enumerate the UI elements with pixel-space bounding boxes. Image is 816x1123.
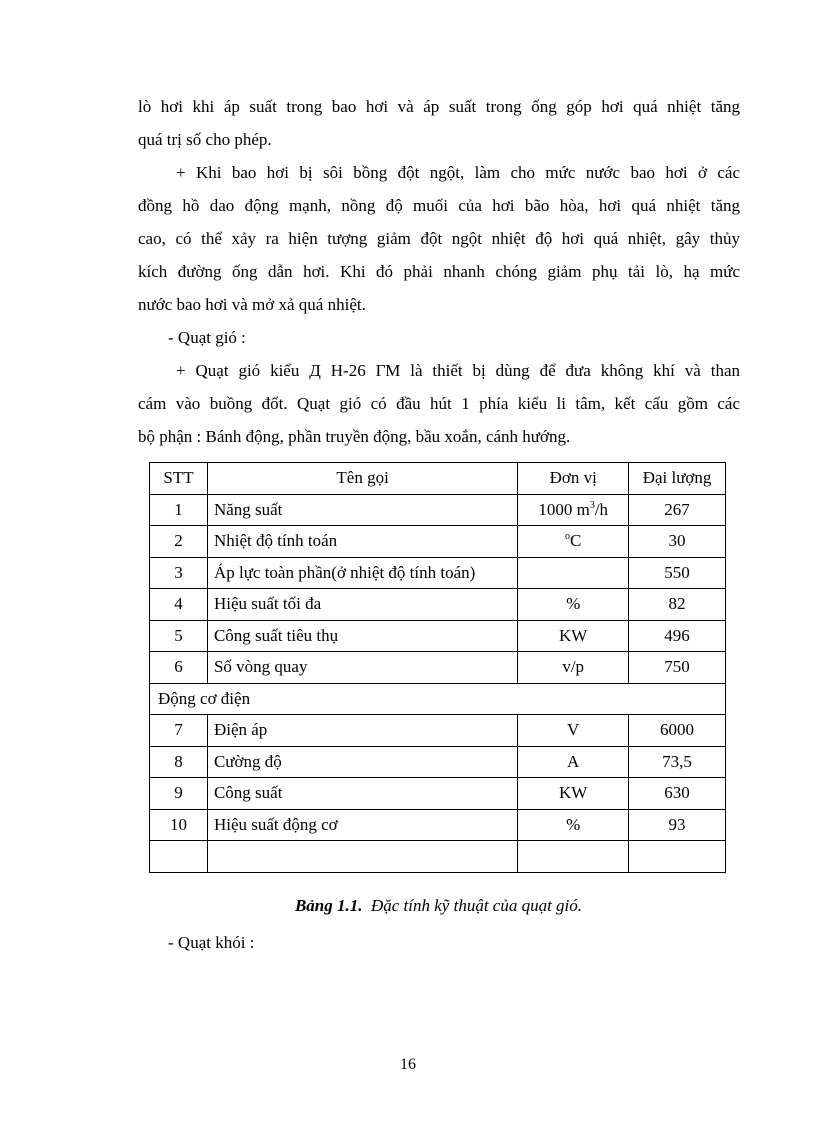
cell-value: 93 [629, 809, 726, 841]
cell-unit: A [518, 746, 629, 778]
paragraph-line: cám vào buồng đốt. Quạt gió có đầu hút 1 phía kiểu li tâm, kết cấu gồm các [138, 394, 740, 413]
cell-value: 267 [629, 494, 726, 526]
table-row [150, 526, 726, 558]
cell-stt: 10 [150, 809, 208, 841]
cell-value: 82 [629, 589, 726, 621]
cell-name: Công suất tiêu thụ [207, 620, 517, 652]
cell-empty [150, 841, 208, 873]
table-row [150, 746, 726, 778]
cell-stt: 9 [150, 778, 208, 810]
cell-stt: 7 [150, 715, 208, 747]
cell-stt: 4 [150, 589, 208, 621]
cell-name: Nhiệt độ tính toán [207, 526, 517, 558]
section-label: Động cơ điện [150, 683, 726, 715]
cell-value: 73,5 [629, 746, 726, 778]
table-caption [150, 896, 727, 916]
paragraph-line: lò hơi khi áp suất trong bao hơi và áp suất trong ống góp hơi quá nhiệt tăng [138, 97, 740, 116]
paragraph-line: + Quạt gió kiểu Д H-26 ГМ là thiết bị dùng để đưa không khí và than [176, 361, 740, 380]
table-row [150, 620, 726, 652]
cell-empty [629, 841, 726, 873]
unit-tail: C [570, 531, 582, 551]
cell-stt: 1 [150, 494, 208, 526]
cell-unit [518, 526, 629, 558]
table-section-row [150, 683, 726, 715]
cell-value: 30 [629, 526, 726, 558]
cell-unit: KW [518, 778, 629, 810]
cell-name: Hiệu suất động cơ [207, 809, 517, 841]
cell-value: 750 [629, 652, 726, 684]
cell-stt: 3 [150, 557, 208, 589]
unit-tail: /h [594, 499, 609, 519]
cell-name: Công suất [207, 778, 517, 810]
caption-text: Đặc tính kỹ thuật của quạt gió. [370, 896, 583, 915]
paragraph-line: kích đường ống dẫn hơi. Khi đó phải nhanh chóng giảm phụ tải lò, hạ mức [138, 262, 740, 281]
unit-base: 1000 m [538, 499, 590, 519]
cell-stt: 2 [150, 526, 208, 558]
unit-superscript: o [565, 531, 571, 543]
cell-empty [518, 841, 629, 873]
cell-name: Năng suất [207, 494, 517, 526]
table-row [150, 809, 726, 841]
header-stt: STT [150, 463, 208, 495]
cell-stt: 5 [150, 620, 208, 652]
cell-unit: v/p [518, 652, 629, 684]
paragraph-line: + Khi bao hơi bị sôi bồng đột ngột, làm cho mức nước bao hơi ở các [176, 163, 740, 182]
paragraph-line: nước bao hơi và mở xả quá nhiệt. [138, 295, 366, 314]
cell-value: 6000 [629, 715, 726, 747]
cell-unit: % [518, 809, 629, 841]
table-row [150, 557, 726, 589]
section-heading: - Quạt gió : [168, 328, 246, 347]
cell-unit [518, 557, 629, 589]
cell-name: Hiệu suất tối đa [207, 589, 517, 621]
cell-value: 630 [629, 778, 726, 810]
page-number: 16 [400, 1056, 416, 1073]
cell-name: Số vòng quay [207, 652, 517, 684]
table-row [150, 589, 726, 621]
paragraph-line: quá trị số cho phép. [138, 130, 272, 149]
cell-empty [207, 841, 517, 873]
cell-unit: KW [518, 620, 629, 652]
cell-unit: V [518, 715, 629, 747]
table-row [150, 778, 726, 810]
section-heading: - Quạt khói : [168, 933, 255, 952]
header-value: Đại lượng [629, 463, 726, 495]
table-row-empty [150, 841, 726, 873]
paragraph-line: đồng hồ dao động mạnh, nồng độ muối của hơi bão hòa, hơi quá nhiệt tăng [138, 196, 740, 215]
caption-label: Bảng 1.1. [294, 896, 363, 915]
table-row [150, 494, 726, 526]
paragraph-line: cao, có thể xảy ra hiện tượng giảm đột ngột nhiệt độ hơi quá nhiệt, gây thủy [138, 229, 740, 248]
table-header-row [150, 463, 726, 495]
header-name: Tên gọi [207, 463, 517, 495]
cell-name: Cường độ [207, 746, 517, 778]
cell-value: 496 [629, 620, 726, 652]
cell-name: Áp lực toàn phần(ở nhiệt độ tính toán) [207, 557, 517, 589]
cell-name: Điện áp [207, 715, 517, 747]
header-unit: Đơn vị [518, 463, 629, 495]
unit-superscript: 3 [589, 499, 595, 511]
cell-value: 550 [629, 557, 726, 589]
cell-stt: 6 [150, 652, 208, 684]
table-row [150, 652, 726, 684]
fan-spec-table [149, 462, 726, 873]
paragraph-line: bộ phận : Bánh động, phần truyền động, bầu xoắn, cánh hướng. [138, 427, 571, 446]
cell-unit [518, 494, 629, 526]
cell-unit: % [518, 589, 629, 621]
cell-stt: 8 [150, 746, 208, 778]
table-row [150, 715, 726, 747]
